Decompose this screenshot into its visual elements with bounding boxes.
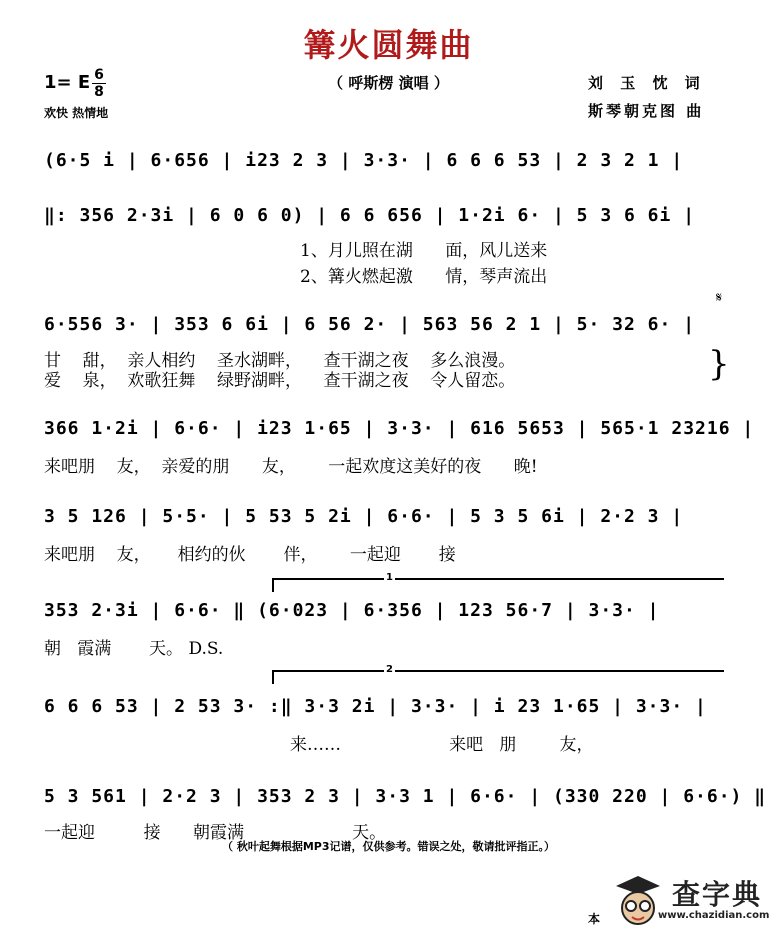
score-row-3: 6·556 3· | 353 6 6i | 6 56 2· | 563 56 2 1 | 5· 32 6· | [44,314,696,335]
corner-character: 本 [588,912,601,926]
lyrics-row-7: 来…… 来吧 朋 友， [290,735,594,755]
lyrics-row-5: 来吧朋 友， 相约的伙 伴， 一起迎 接 [44,545,456,565]
song-title: 篝火圆舞曲 [303,26,474,64]
time-signature [92,68,106,99]
volta-2-label: 2 [386,664,393,675]
tempo-marking: 欢快 热情地 [44,106,109,120]
singer-credit: （ 呼斯楞 演唱 ） [328,74,449,92]
key-signature: 1= E [44,72,91,93]
lyrics-row-6: 朝 霞满 天。 D.S. [44,639,224,659]
footnote: （ 秋叶起舞根据MP3记谱，仅供参考。错误之处，敬请批评指正。） [222,840,555,853]
watermark-name: 查字典 [672,878,763,911]
lyrics-row-3-verse-1: 甘 甜， 亲人相约 圣水湖畔， 查干湖之夜 多么浪漫。 [44,351,516,371]
composer-credit: 斯琴朝克图 曲 [588,102,705,120]
lyrics-row-3-verse-2: 爱 泉， 欢歌狂舞 绿野湖畔， 查干湖之夜 令人留恋。 [44,371,516,391]
score-row-2: ‖: 356 2·3i | 6 0 6 0) | 6 6 656 | 1·2i 6· | 5 3 6 6i | [44,205,696,226]
lyrics-row-2-verse-2: 2、篝火燃起激 情，琴声流出 [300,267,548,287]
volta-2-line [272,670,724,672]
lyrics-row-4: 来吧朋 友， 亲爱的朋 友， 一起欢度这美好的夜 晚! [44,457,538,477]
lyrics-row-2-verse-1: 1、月儿照在湖 面，风儿送来 [300,241,548,261]
score-row-6: 353 2·3i | 6·6· ‖ (6·023 | 6·356 | 123 56·7 | 3·3· | [44,600,660,621]
score-row-8: 5 3 561 | 2·2 3 | 353 2 3 | 3·3 1 | 6·6· | (330 220 | 6·6·) ‖ [44,786,767,807]
meter-top: 6 [94,67,104,83]
segno-sign: 𝄋 [716,290,723,306]
volta-1-label: 1 [386,572,393,583]
lyricist-credit: 刘 玉 忱 词 [588,74,706,92]
score-row-7: 6 6 6 53 | 2 53 3· :‖ 3·3 2i | 3·3· | i 23 1·65 | 3·3· | [44,696,707,717]
score-row-4: 366 1·2i | 6·6· | i23 1·65 | 3·3· | 616 5653 | 565·1 23216 | [44,418,755,439]
watermark-url: www.chazidian.com [658,910,770,921]
lyrics-row-8: 一起迎 接 朝霞满 天。 [44,823,387,843]
volta-1-line [272,578,724,580]
volta-2-tick [272,670,274,684]
meter-bottom: 8 [94,84,104,100]
score-row-5: 3 5 126 | 5·5· | 5 53 5 2i | 6·6· | 5 3 5 6i | 2·2 3 | [44,506,684,527]
volta-1-tick [272,578,274,592]
score-row-1: (6·5 i | 6·656 | i23 2 3 | 3·3· | 6 6 6 53 | 2 3 2 1 | [44,150,684,171]
brace-symbol: } [708,344,730,384]
